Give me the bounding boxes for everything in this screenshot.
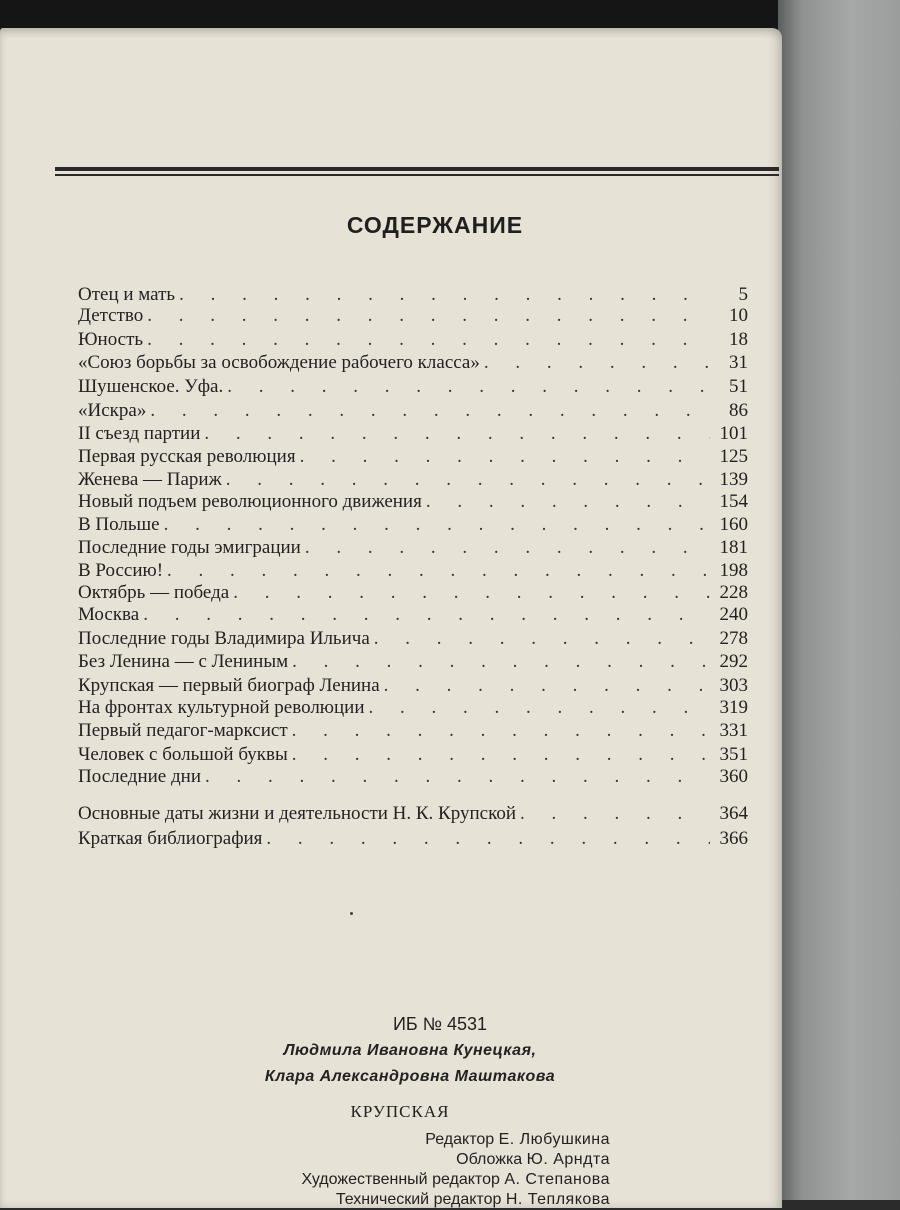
print-mark bbox=[350, 912, 353, 915]
toc-entry-page: 360 bbox=[719, 766, 748, 787]
toc-entry-page: 331 bbox=[719, 720, 748, 741]
toc-entry-page: 292 bbox=[719, 651, 748, 672]
toc-entry-page: 101 bbox=[719, 423, 748, 444]
credit-name: Н. Теплякова bbox=[505, 1191, 610, 1208]
credit-role: Обложка bbox=[456, 1151, 527, 1168]
toc-entry-title: Без Ленина — с Лениным bbox=[78, 651, 289, 672]
credit-role: Редактор bbox=[425, 1131, 499, 1148]
credit-role: Технический редактор bbox=[335, 1191, 506, 1208]
toc-entry-title: Юность bbox=[78, 329, 144, 350]
toc-entry-title: Отец и мать bbox=[78, 284, 176, 305]
toc-entry bbox=[78, 803, 748, 825]
toc-entry bbox=[78, 828, 748, 850]
toc-entry-page: 278 bbox=[719, 628, 748, 649]
toc-entry-title: Первый педагог-марксист bbox=[78, 720, 288, 741]
credits-block bbox=[170, 1130, 610, 1210]
credit-row bbox=[170, 1190, 610, 1210]
toc-entry bbox=[78, 675, 748, 697]
toc-entry-page: 125 bbox=[719, 446, 748, 467]
toc-entry bbox=[78, 651, 748, 673]
toc-leader-dots bbox=[484, 352, 710, 374]
toc-entry bbox=[78, 284, 748, 306]
toc-entry-title: Последние годы Владимира Ильича bbox=[78, 628, 370, 649]
toc-leader-dots bbox=[227, 376, 710, 398]
toc-leader-dots bbox=[292, 744, 710, 766]
toc-entry-title: Последние дни bbox=[78, 766, 201, 787]
author-1: Людмила Ивановна Кунецкая, bbox=[283, 1042, 537, 1059]
toc-leader-dots bbox=[233, 582, 710, 604]
toc-entry-page: 303 bbox=[719, 675, 748, 696]
toc-entry-page: 366 bbox=[719, 828, 748, 849]
toc-entry-title: Первая русская революция bbox=[78, 446, 296, 467]
toc-leader-dots bbox=[426, 491, 710, 513]
toc-leader-dots bbox=[164, 514, 710, 536]
credit-name: Ю. Арндта bbox=[526, 1151, 610, 1168]
toc-entry-page: 160 bbox=[719, 514, 748, 535]
toc-leader-dots bbox=[147, 329, 710, 351]
imprint-number: ИБ № 4531 bbox=[392, 1014, 488, 1034]
toc-entry-page: 364 bbox=[719, 803, 748, 824]
toc-entry bbox=[78, 423, 748, 445]
toc-entry bbox=[78, 305, 748, 327]
toc-entry-page: 181 bbox=[719, 537, 748, 558]
toc-entry bbox=[78, 352, 748, 374]
toc-entry-page: 86 bbox=[729, 400, 748, 421]
header-rule-thin bbox=[55, 174, 779, 176]
toc-leader-dots bbox=[204, 423, 710, 445]
toc-entry-page: 351 bbox=[719, 744, 748, 765]
author-2: Клара Александровна Маштакова bbox=[264, 1068, 556, 1085]
toc-entry bbox=[78, 514, 748, 536]
toc-entry-title: «Союз борьбы за освобождение рабочего класса» bbox=[78, 352, 480, 373]
toc-entry-title: Последние годы эмиграции bbox=[78, 537, 301, 558]
toc-leader-dots bbox=[179, 284, 710, 306]
toc-entry-title: Детство bbox=[78, 305, 144, 326]
toc-entry-title: «Искра» bbox=[78, 400, 147, 421]
credit-role: Художественный редактор bbox=[301, 1171, 505, 1188]
toc-entry bbox=[78, 491, 748, 513]
toc-entry-page: 18 bbox=[729, 329, 748, 350]
toc-entry bbox=[78, 604, 748, 626]
toc-entry-page: 10 bbox=[729, 305, 748, 326]
toc-entry-page: 154 bbox=[719, 491, 748, 512]
toc-entry bbox=[78, 537, 748, 559]
toc-leader-dots bbox=[305, 537, 710, 559]
toc-leader-dots bbox=[205, 766, 710, 788]
credit-row bbox=[170, 1130, 610, 1150]
toc-entry-title: Новый подъем революционного движения bbox=[78, 491, 422, 512]
credit-row bbox=[170, 1150, 610, 1170]
toc-leader-dots bbox=[226, 469, 710, 491]
toc-entry bbox=[78, 744, 748, 766]
toc-leader-dots bbox=[292, 720, 710, 742]
toc-entry bbox=[78, 766, 748, 788]
toc-leader-dots bbox=[300, 446, 710, 468]
toc-entry-page: 139 bbox=[719, 469, 748, 490]
toc-leader-dots bbox=[384, 675, 710, 697]
toc-leader-dots bbox=[167, 560, 710, 582]
toc-entry-title: Человек с большой буквы bbox=[78, 744, 288, 765]
toc-entry-title: В Россию! bbox=[78, 560, 164, 581]
toc-entry bbox=[78, 469, 748, 491]
toc-entry-page: 31 bbox=[729, 352, 748, 373]
header-rule-thick bbox=[55, 167, 779, 171]
toc-leader-dots bbox=[143, 604, 710, 626]
toc-entry-title: Октябрь — победа bbox=[78, 582, 230, 603]
toc-leader-dots bbox=[374, 628, 710, 650]
toc-entry-title: Женева — Париж bbox=[78, 469, 222, 490]
toc-entry bbox=[78, 446, 748, 468]
toc-entry-page: 51 bbox=[729, 376, 748, 397]
toc-entry bbox=[78, 628, 748, 650]
toc-entry bbox=[78, 720, 748, 742]
toc-entry bbox=[78, 329, 748, 351]
toc-entry bbox=[78, 560, 748, 582]
toc-entry-page: 228 bbox=[719, 582, 748, 603]
toc-leader-dots bbox=[369, 697, 711, 719]
credit-name: Е. Любушкина bbox=[498, 1131, 610, 1148]
toc-entry-page: 5 bbox=[738, 284, 748, 305]
credit-name: А. Степанова bbox=[504, 1171, 610, 1188]
toc-leader-dots bbox=[147, 305, 710, 327]
toc-leader-dots bbox=[520, 803, 710, 825]
toc-entry-title: Краткая библиография bbox=[78, 828, 263, 849]
contents-heading: СОДЕРЖАНИЕ bbox=[346, 212, 524, 238]
toc-leader-dots bbox=[150, 400, 710, 422]
toc-entry-title: Москва bbox=[78, 604, 140, 625]
credit-row bbox=[170, 1170, 610, 1190]
toc-entry bbox=[78, 697, 748, 719]
toc-entry-title: Основные даты жизни и деятельности Н. К. Крупской bbox=[78, 803, 517, 824]
toc-entry bbox=[78, 400, 748, 422]
toc-entry-page: 240 bbox=[719, 604, 748, 625]
toc-entry-title: Крупская — первый биограф Ленина bbox=[78, 675, 380, 696]
toc-entry bbox=[78, 582, 748, 604]
toc-leader-dots bbox=[292, 651, 710, 673]
toc-entry-title: На фронтах культурной революции bbox=[78, 697, 365, 718]
toc-entry-page: 198 bbox=[719, 560, 748, 581]
toc-entry-title: II съезд партии bbox=[78, 423, 201, 444]
toc-entry-page: 319 bbox=[719, 697, 748, 718]
toc-entry bbox=[78, 376, 748, 398]
toc-leader-dots bbox=[266, 828, 710, 850]
toc-entry-title: В Польше bbox=[78, 514, 160, 535]
toc-entry-title: Шушенское. Уфа. bbox=[78, 376, 224, 397]
book-title: КРУПСКАЯ bbox=[350, 1102, 450, 1121]
